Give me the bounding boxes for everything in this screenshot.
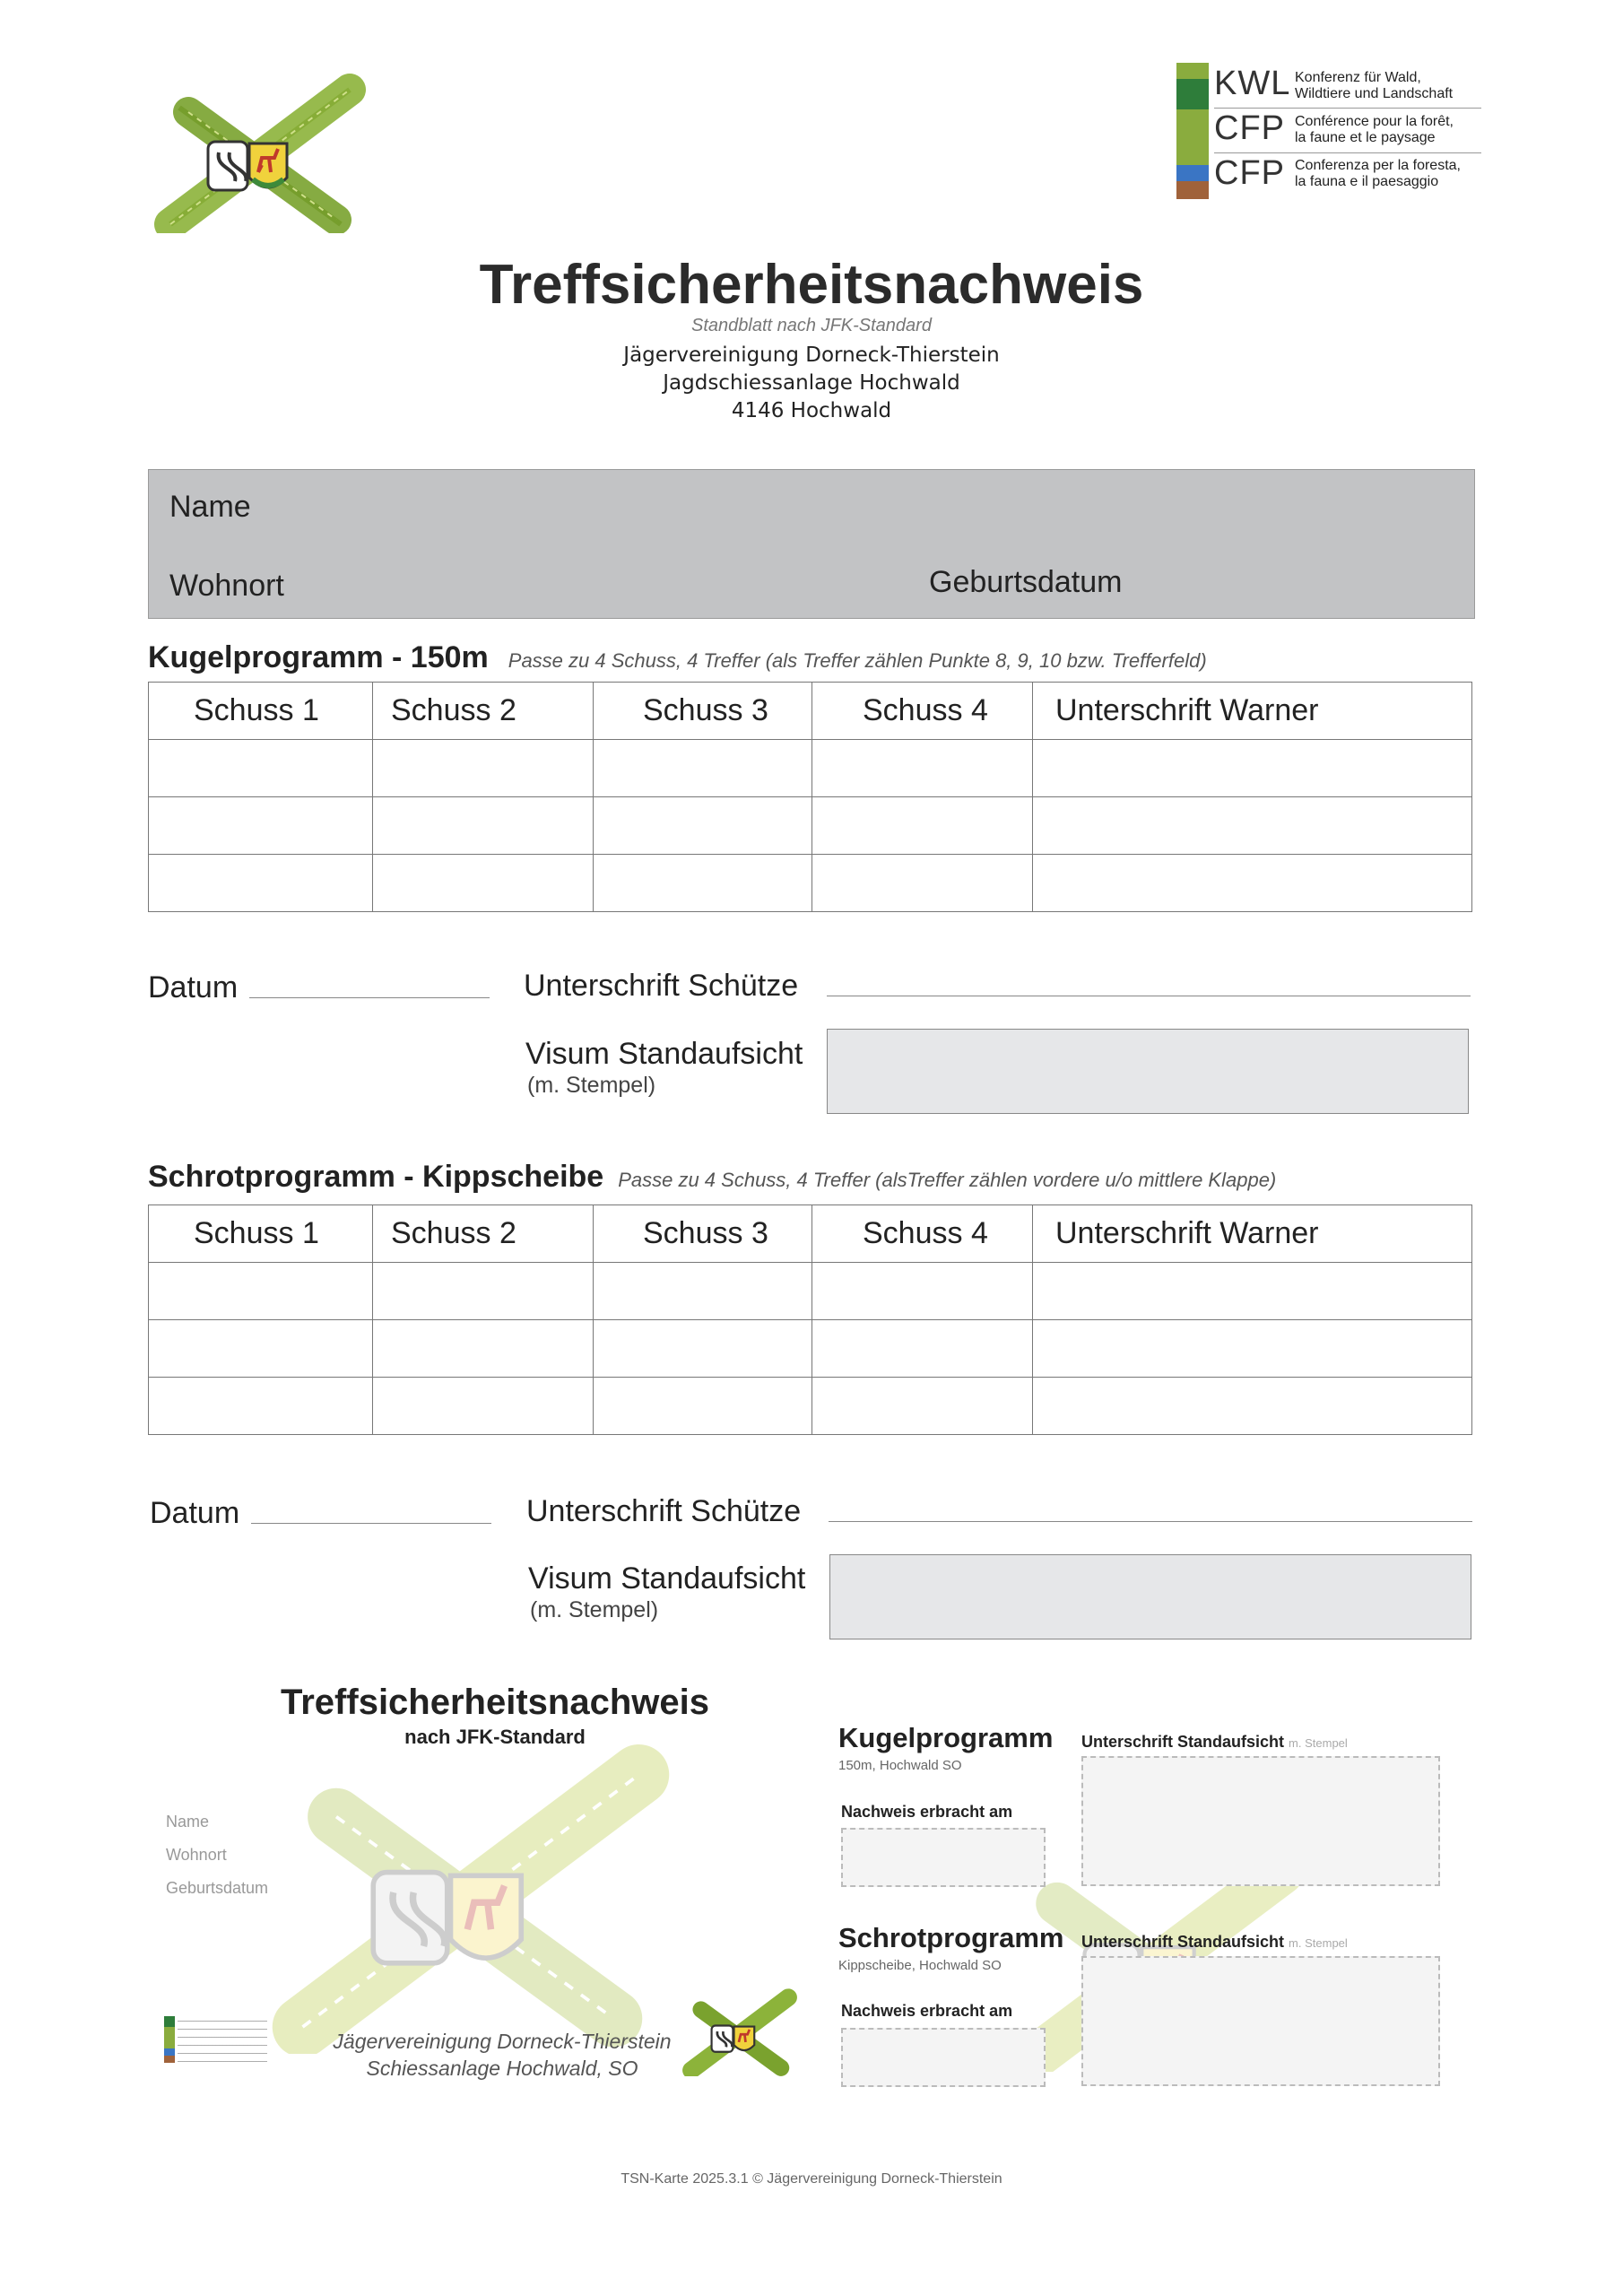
card-schrot-nachweis-label: Nachweis erbracht am xyxy=(841,2002,1013,2020)
card-schrot-nachweis-box[interactable] xyxy=(841,2028,1046,2087)
page-title: Treffsicherheitsnachweis xyxy=(479,254,1144,316)
org-line-2: Jagdschiessanlage Hochwald xyxy=(663,371,960,395)
table-cell[interactable] xyxy=(812,740,1033,797)
card-wohnort-label: Wohnort xyxy=(166,1846,227,1864)
table-cell[interactable] xyxy=(149,740,373,797)
cfp-text-it: Conferenza per la foresta, la fauna e il paesaggio xyxy=(1295,158,1461,189)
card-association-logo xyxy=(681,1987,798,2076)
table-cell[interactable] xyxy=(1033,1263,1472,1320)
schrot-unterschrift-label: Unterschrift Schütze xyxy=(526,1494,802,1528)
schrot-note: Passe zu 4 Schuss, 4 Treffer (alsTreffer zählen vordere u/o mittlere Klappe) xyxy=(618,1169,1277,1191)
org-line-3: 4146 Hochwald xyxy=(731,399,892,422)
table-cell[interactable] xyxy=(812,1320,1033,1378)
table-cell[interactable] xyxy=(812,797,1033,855)
table-cell[interactable] xyxy=(812,855,1033,912)
table-row xyxy=(149,797,1472,855)
table-row xyxy=(149,855,1472,912)
table-cell[interactable] xyxy=(594,1263,812,1320)
kugel-visum-sub: (m. Stempel) xyxy=(527,1073,656,1098)
table-cell[interactable] xyxy=(149,855,373,912)
kugel-table xyxy=(148,682,1472,912)
card-name-label: Name xyxy=(166,1813,210,1831)
kugel-section-title: Kugelprogramm - 150m Passe zu 4 Schuss, 4 Treffer (als Treffer zählen Punkte 8, 9, 10 bzw. Trefferfeld) xyxy=(148,640,1207,674)
table-cell[interactable] xyxy=(149,1263,373,1320)
schrot-visum-label: Visum Standaufsicht xyxy=(528,1561,806,1596)
kugel-col-3: Schuss 3 xyxy=(594,683,812,740)
kugel-visum-box[interactable] xyxy=(827,1029,1469,1114)
table-cell[interactable] xyxy=(373,740,594,797)
table-row xyxy=(149,740,1472,797)
table-cell[interactable] xyxy=(594,1378,812,1435)
table-cell[interactable] xyxy=(594,740,812,797)
table-cell[interactable] xyxy=(1033,855,1472,912)
card-org-line-1: Jägervereinigung Dorneck-Thierstein xyxy=(333,2030,672,2053)
table-row xyxy=(149,1263,1472,1320)
table-cell[interactable] xyxy=(149,797,373,855)
table-cell[interactable] xyxy=(594,855,812,912)
kugel-datum-line[interactable] xyxy=(249,997,490,998)
kugel-col-1: Schuss 1 xyxy=(149,683,373,740)
kwl-cfp-logo xyxy=(1176,63,1481,199)
schrot-section-title: Schrotprogramm - Kippscheibe Passe zu 4 Schuss, 4 Treffer (alsTreffer zählen vordere u/o mittlere Klappe) xyxy=(148,1160,1277,1194)
schrot-col-3: Schuss 3 xyxy=(594,1205,812,1263)
schrot-col-2: Schuss 2 xyxy=(373,1205,594,1263)
geburtsdatum-label: Geburtsdatum xyxy=(929,565,1123,599)
kugel-header-row xyxy=(149,683,1472,740)
cfp-text-fr: Conférence pour la forêt, la faune et le paysage xyxy=(1295,114,1454,145)
schrot-col-5: Unterschrift Warner xyxy=(1033,1205,1472,1263)
table-cell[interactable] xyxy=(812,1378,1033,1435)
schrot-unterschrift-line[interactable] xyxy=(829,1521,1472,1522)
card-kugel-sig-label: Unterschrift Standaufsicht m. Stempel xyxy=(1081,1733,1348,1751)
table-cell[interactable] xyxy=(373,797,594,855)
kugel-unterschrift-label: Unterschrift Schütze xyxy=(524,969,799,1003)
kwl-text: Konferenz für Wald, Wildtiere und Landschaft xyxy=(1295,70,1454,101)
association-logo xyxy=(152,72,368,233)
table-row xyxy=(149,1378,1472,1435)
card-kugel-title: Kugelprogramm xyxy=(838,1722,1054,1753)
card-kugel-sig-box[interactable] xyxy=(1081,1756,1440,1886)
table-cell[interactable] xyxy=(1033,740,1472,797)
table-cell[interactable] xyxy=(149,1378,373,1435)
table-cell[interactable] xyxy=(1033,1320,1472,1378)
schrot-datum-line[interactable] xyxy=(251,1523,491,1524)
wohnort-label: Wohnort xyxy=(169,569,284,603)
kugel-col-2: Schuss 2 xyxy=(373,683,594,740)
table-cell[interactable] xyxy=(373,1320,594,1378)
table-cell[interactable] xyxy=(594,797,812,855)
kugel-col-5: Unterschrift Warner xyxy=(1033,683,1472,740)
card-schrot-sig-label: Unterschrift Standaufsicht m. Stempel xyxy=(1081,1933,1348,1951)
org-line-1: Jägervereinigung Dorneck-Thierstein xyxy=(623,344,1000,367)
card-org-line-2: Schiessanlage Hochwald, SO xyxy=(366,2057,638,2080)
card-kugel-nachweis-box[interactable] xyxy=(841,1828,1046,1887)
table-cell[interactable] xyxy=(373,855,594,912)
table-cell[interactable] xyxy=(1033,797,1472,855)
card-subtitle: nach JFK-Standard xyxy=(404,1726,586,1748)
card-kwl-logo xyxy=(164,2016,267,2063)
card-watermark-logo xyxy=(269,1731,673,2054)
card-kugel-nachweis-label: Nachweis erbracht am xyxy=(841,1803,1013,1821)
kugel-datum-label: Datum xyxy=(148,970,239,1004)
card-schrot-sig-box[interactable] xyxy=(1081,1956,1440,2086)
kugel-note: Passe zu 4 Schuss, 4 Treffer (als Treffer zählen Punkte 8, 9, 10 bzw. Trefferfeld) xyxy=(508,649,1207,672)
schrot-visum-box[interactable] xyxy=(829,1554,1471,1639)
schrot-col-4: Schuss 4 xyxy=(812,1205,1033,1263)
table-cell[interactable] xyxy=(149,1320,373,1378)
table-cell[interactable] xyxy=(812,1263,1033,1320)
schrot-visum-sub: (m. Stempel) xyxy=(530,1597,659,1622)
card-title: Treffsicherheitsnachweis xyxy=(281,1683,709,1722)
table-cell[interactable] xyxy=(594,1320,812,1378)
table-cell[interactable] xyxy=(1033,1378,1472,1435)
card-kugel-sub: 150m, Hochwald SO xyxy=(838,1758,962,1773)
schrot-col-1: Schuss 1 xyxy=(149,1205,373,1263)
table-cell[interactable] xyxy=(373,1263,594,1320)
kwl-abbr: KWL xyxy=(1214,65,1291,102)
schrot-header-row xyxy=(149,1205,1472,1263)
cfp-abbr-it: CFP xyxy=(1214,154,1285,192)
schrot-datum-label: Datum xyxy=(150,1496,240,1530)
footer-text: TSN-Karte 2025.3.1 © Jägervereinigung Dorneck-Thierstein xyxy=(621,2171,1002,2187)
personal-data-box[interactable] xyxy=(148,469,1475,619)
card-schrot-sub: Kippscheibe, Hochwald SO xyxy=(838,1958,1002,1973)
table-cell[interactable] xyxy=(373,1378,594,1435)
card-geburtsdatum-label: Geburtsdatum xyxy=(166,1879,269,1897)
page-subtitle: Standblatt nach JFK-Standard xyxy=(691,316,932,335)
card-schrot-title: Schrotprogramm xyxy=(838,1922,1064,1953)
table-row xyxy=(149,1320,1472,1378)
kugel-visum-label: Visum Standaufsicht xyxy=(525,1037,803,1071)
name-label: Name xyxy=(169,490,251,524)
schrot-table xyxy=(148,1205,1472,1435)
kugel-col-4: Schuss 4 xyxy=(812,683,1033,740)
cfp-abbr-fr: CFP xyxy=(1214,109,1285,147)
